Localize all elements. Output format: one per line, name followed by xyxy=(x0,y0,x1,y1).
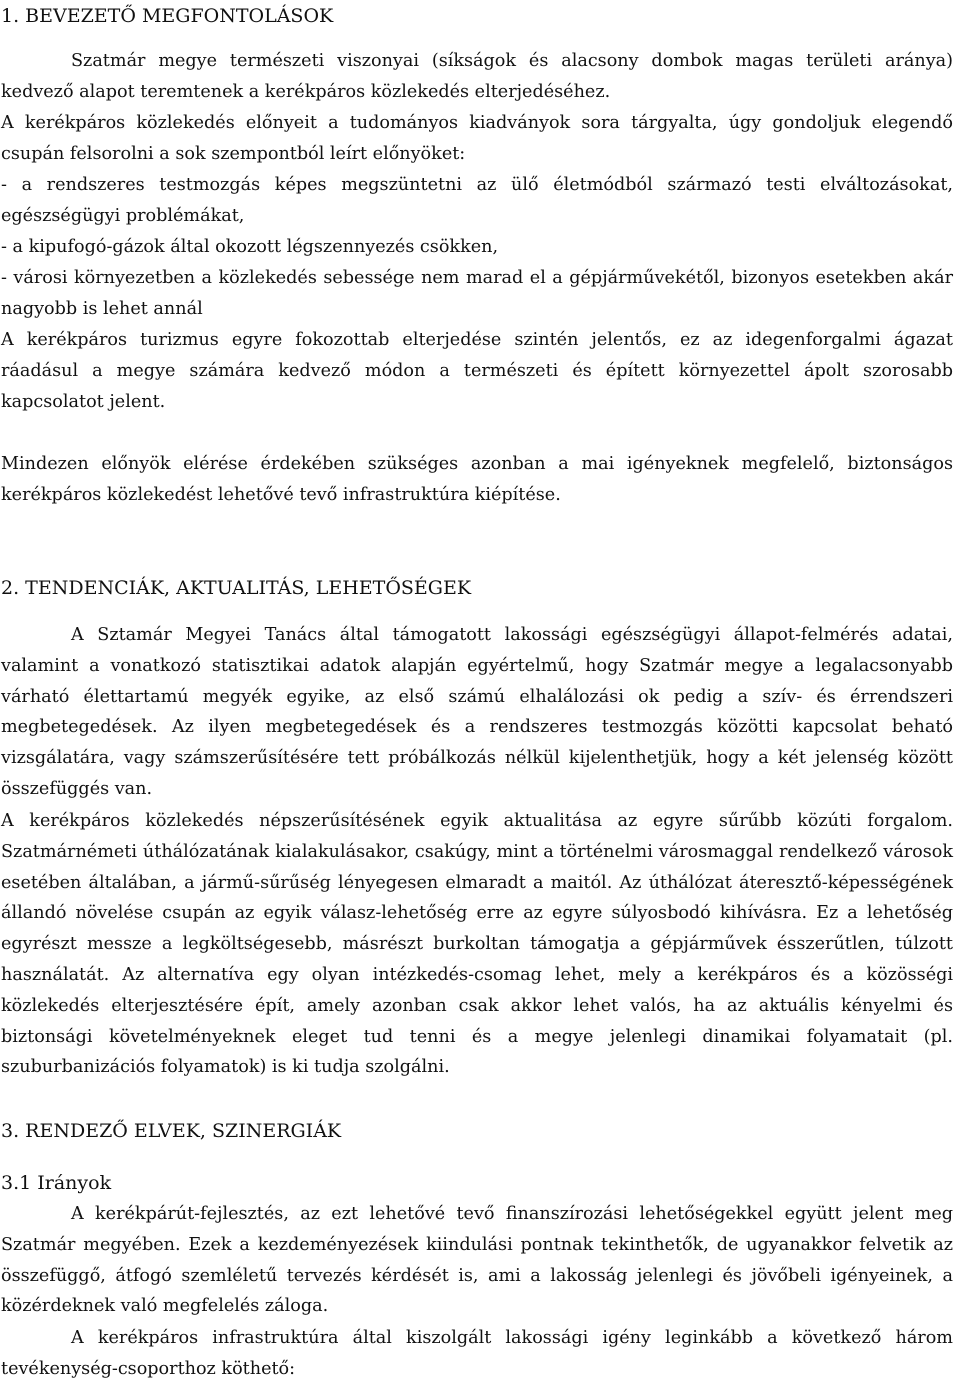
section-3-1-paragraph-2: A kerékpáros infrastruktúra által kiszolgált lakossági igény leginkább a következő három tevékenység-csoporthoz köthető: xyxy=(1,1328,953,1379)
section-1-conclusion: Mindezen előnyök elérése érdekében szükséges azonban a mai igényeknek megfelelő, biztonságos kerékpáros közlekedést lehetővé tevő infrastruktúra kiépítése. xyxy=(1,454,953,505)
section-1-intro: Szatmár megye természeti viszonyai (síkságok és alacsony dombok magas területi aránya) kedvező alapot teremtenek a kerékpáros közlekedés elterjedéséhez. xyxy=(1,51,953,102)
section-3-1-paragraph-1: A kerékpárút-fejlesztés, az ezt lehetővé tevő finanszírozási lehetőségekkel együtt jelent meg Szatmár megyében. Ezek a kezdeményezések kiindulási pontnak tekinthetők, de ugyanakkor felvetik az összefüggő, átfogó szemléletű tervezés kérdését is, ami a lakosság jelenlegi és jövőbeli igényeinek, a közérdeknek való megfelelés záloga. xyxy=(1,1204,953,1317)
bullet-item-speed: - városi környezetben a közlekedés sebessége nem marad el a gépjárművekétől, bizonyos esetekben akár nagyobb is lehet annál xyxy=(1,268,953,319)
section-1-advantages-intro: A kerékpáros közlekedés előnyeit a tudományos kiadványok sora tárgyalta, úgy gondoljuk elegendő csupán felsorolni a sok szempontból leírt előnyöket: xyxy=(1,113,953,164)
section-1-tourism: A kerékpáros turizmus egyre fokozottab elterjedése szintén jelentős, ez az idegenforgalmi ágazat ráadásul a megye számára kedvező módon a természeti és épített környezettel ápolt szorosabb kapcsolatot jelent. xyxy=(1,330,953,412)
section-3-heading: 3. RENDEZŐ ELVEK, SZINERGIÁK xyxy=(1,1120,342,1142)
section-3-1-heading: 3.1 Irányok xyxy=(1,1172,112,1194)
section-1-heading: 1. BEVEZETŐ MEGFONTOLÁSOK xyxy=(1,5,334,27)
bullet-item-pollution: - a kipufogó-gázok által okozott légszennyezés csökken, xyxy=(1,237,499,257)
section-2-heading: 2. TENDENCIÁK, AKTUALITÁS, LEHETŐSÉGEK xyxy=(1,577,472,599)
section-2-paragraph-2: A kerékpáros közlekedés népszerűsítésének egyik aktualitása az egyre sűrűbb közúti forgalom. Szatmárnémeti úthálózatának kialakulásakor, csakúgy, mint a történelmi városmaggal rendelkező városok esetében általában, a jármű-sűrűség lényegesen elmaradt a maitól. Az úthálózat áteresztő-képességének állandó növelése csupán az egyik válasz-lehetőség erre az egyre súlyosbodó kihívásra. Ez a lehetőség egyrészt messze a legköltségesebb, másrészt burkoltan támogatja a gépjárművek ésszerűtlen, túlzott használatát. Az alternatíva egy olyan intézkedés-csomag lehet, mely a kerékpáros és a közösségi közlekedés elterjesztésére épít, amely azonban csak akkor lehet valós, ha az aktuális kényelmi és biztonsági követelményeknek eleget tud tenni és a megye jelenlegi dinamikai folyamatait (pl. szuburbanizációs folyamatok) is ki tudja szolgálni. xyxy=(1,811,953,1078)
bullet-item-exercise: - a rendszeres testmozgás képes megszüntetni az ülő életmódból származó testi elváltozásokat, egészségügyi problémákat, xyxy=(1,175,953,226)
section-2-paragraph-1: A Sztamár Megyei Tanács által támogatott lakossági egészségügyi állapot-felmérés adatai, valamint a vonatkozó statisztikai adatok alapján egyértelmű, hogy Szatmár megye a legalacsonyabb várható élettartamú megyék egyike, az első számú elhalálozási ok pedig a szív- és érrendszeri megbetegedések. Az ilyen megbetegedések és a rendszeres testmozgás közötti kapcsolat beható vizsgálatára, vagy számszerűsítésére tett próbálkozás nélkül kijelenthetjük, hogy a két jelenség között összefüggés van. xyxy=(1,625,953,799)
